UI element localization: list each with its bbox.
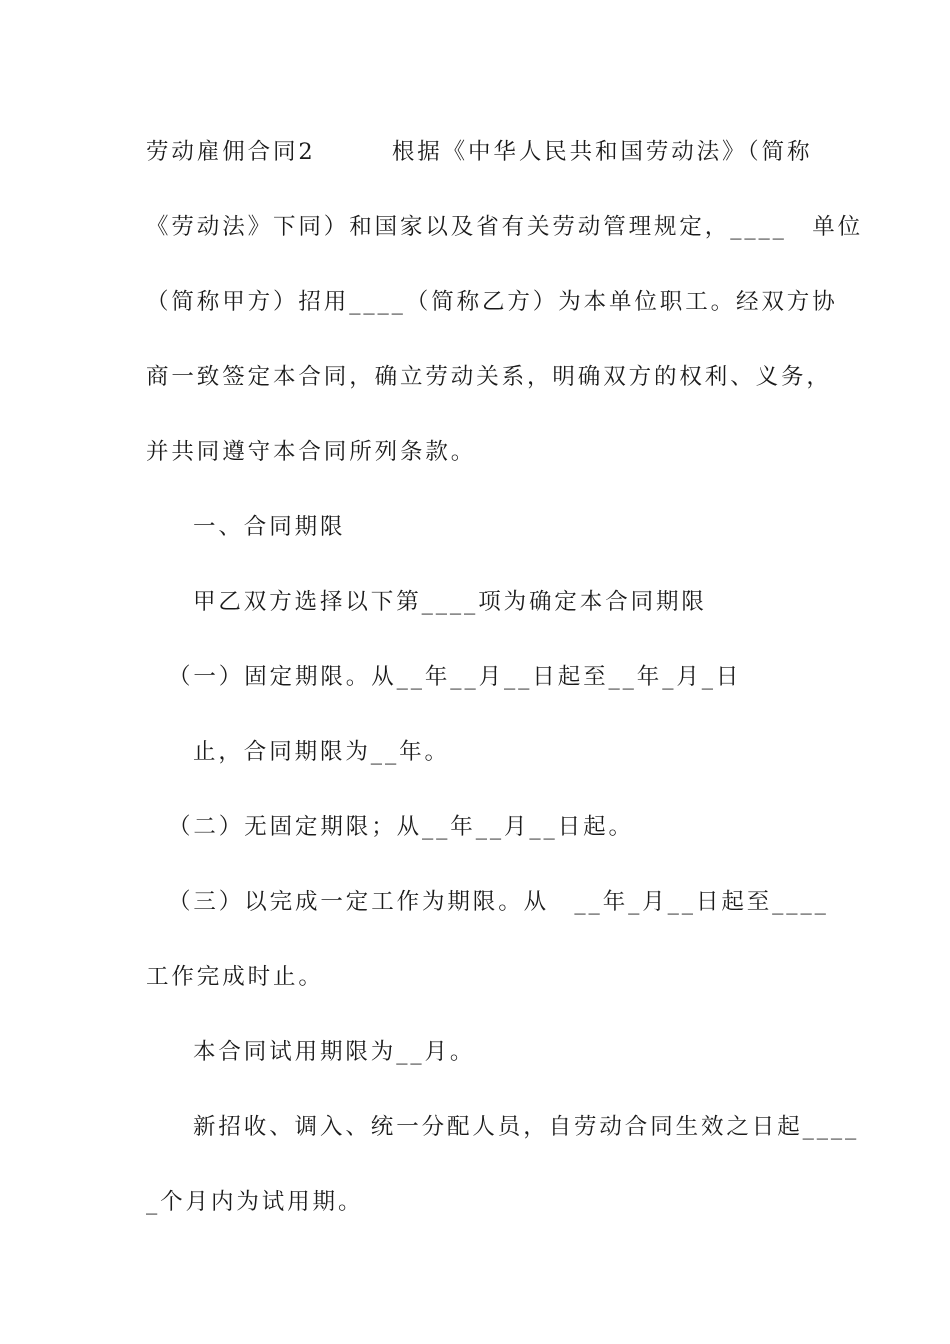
clause-fixed-term-line-1: （一）固定期限。从__年__月__日起至__年_月_日 bbox=[168, 664, 742, 690]
paragraph-probation-period: 本合同试用期限为__月。 bbox=[193, 1039, 476, 1065]
paragraph-term-choice: 甲乙双方选择以下第____项为确定本合同期限 bbox=[193, 589, 707, 615]
clause-task-term-line-1: （三）以完成一定工作为期限。从 __年_月__日起至____ bbox=[168, 889, 829, 915]
paragraph-intro-line-3: （简称甲方）招用____（简称乙方）为本单位职工。经双方协 bbox=[146, 289, 838, 315]
paragraph-new-hire-probation-line-2: _个月内为试用期。 bbox=[146, 1189, 364, 1215]
paragraph-intro-line-1: 劳动雇佣合同2 根据《中华人民共和国劳动法》（简称 bbox=[146, 139, 813, 165]
paragraph-intro-line-4: 商一致签定本合同，确立劳动关系，明确双方的权利、义务， bbox=[146, 364, 832, 390]
paragraph-new-hire-probation-line-1: 新招收、调入、统一分配人员，自劳动合同生效之日起____ bbox=[193, 1114, 860, 1140]
section-heading-contract-term: 一、合同期限 bbox=[193, 514, 346, 540]
paragraph-intro-line-2: 《劳动法》下同）和国家以及省有关劳动管理规定，____ 单位 bbox=[146, 214, 864, 240]
clause-open-term: （二）无固定期限；从__年__月__日起。 bbox=[168, 814, 634, 840]
clause-fixed-term-line-2: 止，合同期限为__年。 bbox=[193, 739, 450, 765]
paragraph-intro-line-5: 并共同遵守本合同所列条款。 bbox=[146, 439, 477, 465]
clause-task-term-line-2: 工作完成时止。 bbox=[146, 964, 324, 990]
